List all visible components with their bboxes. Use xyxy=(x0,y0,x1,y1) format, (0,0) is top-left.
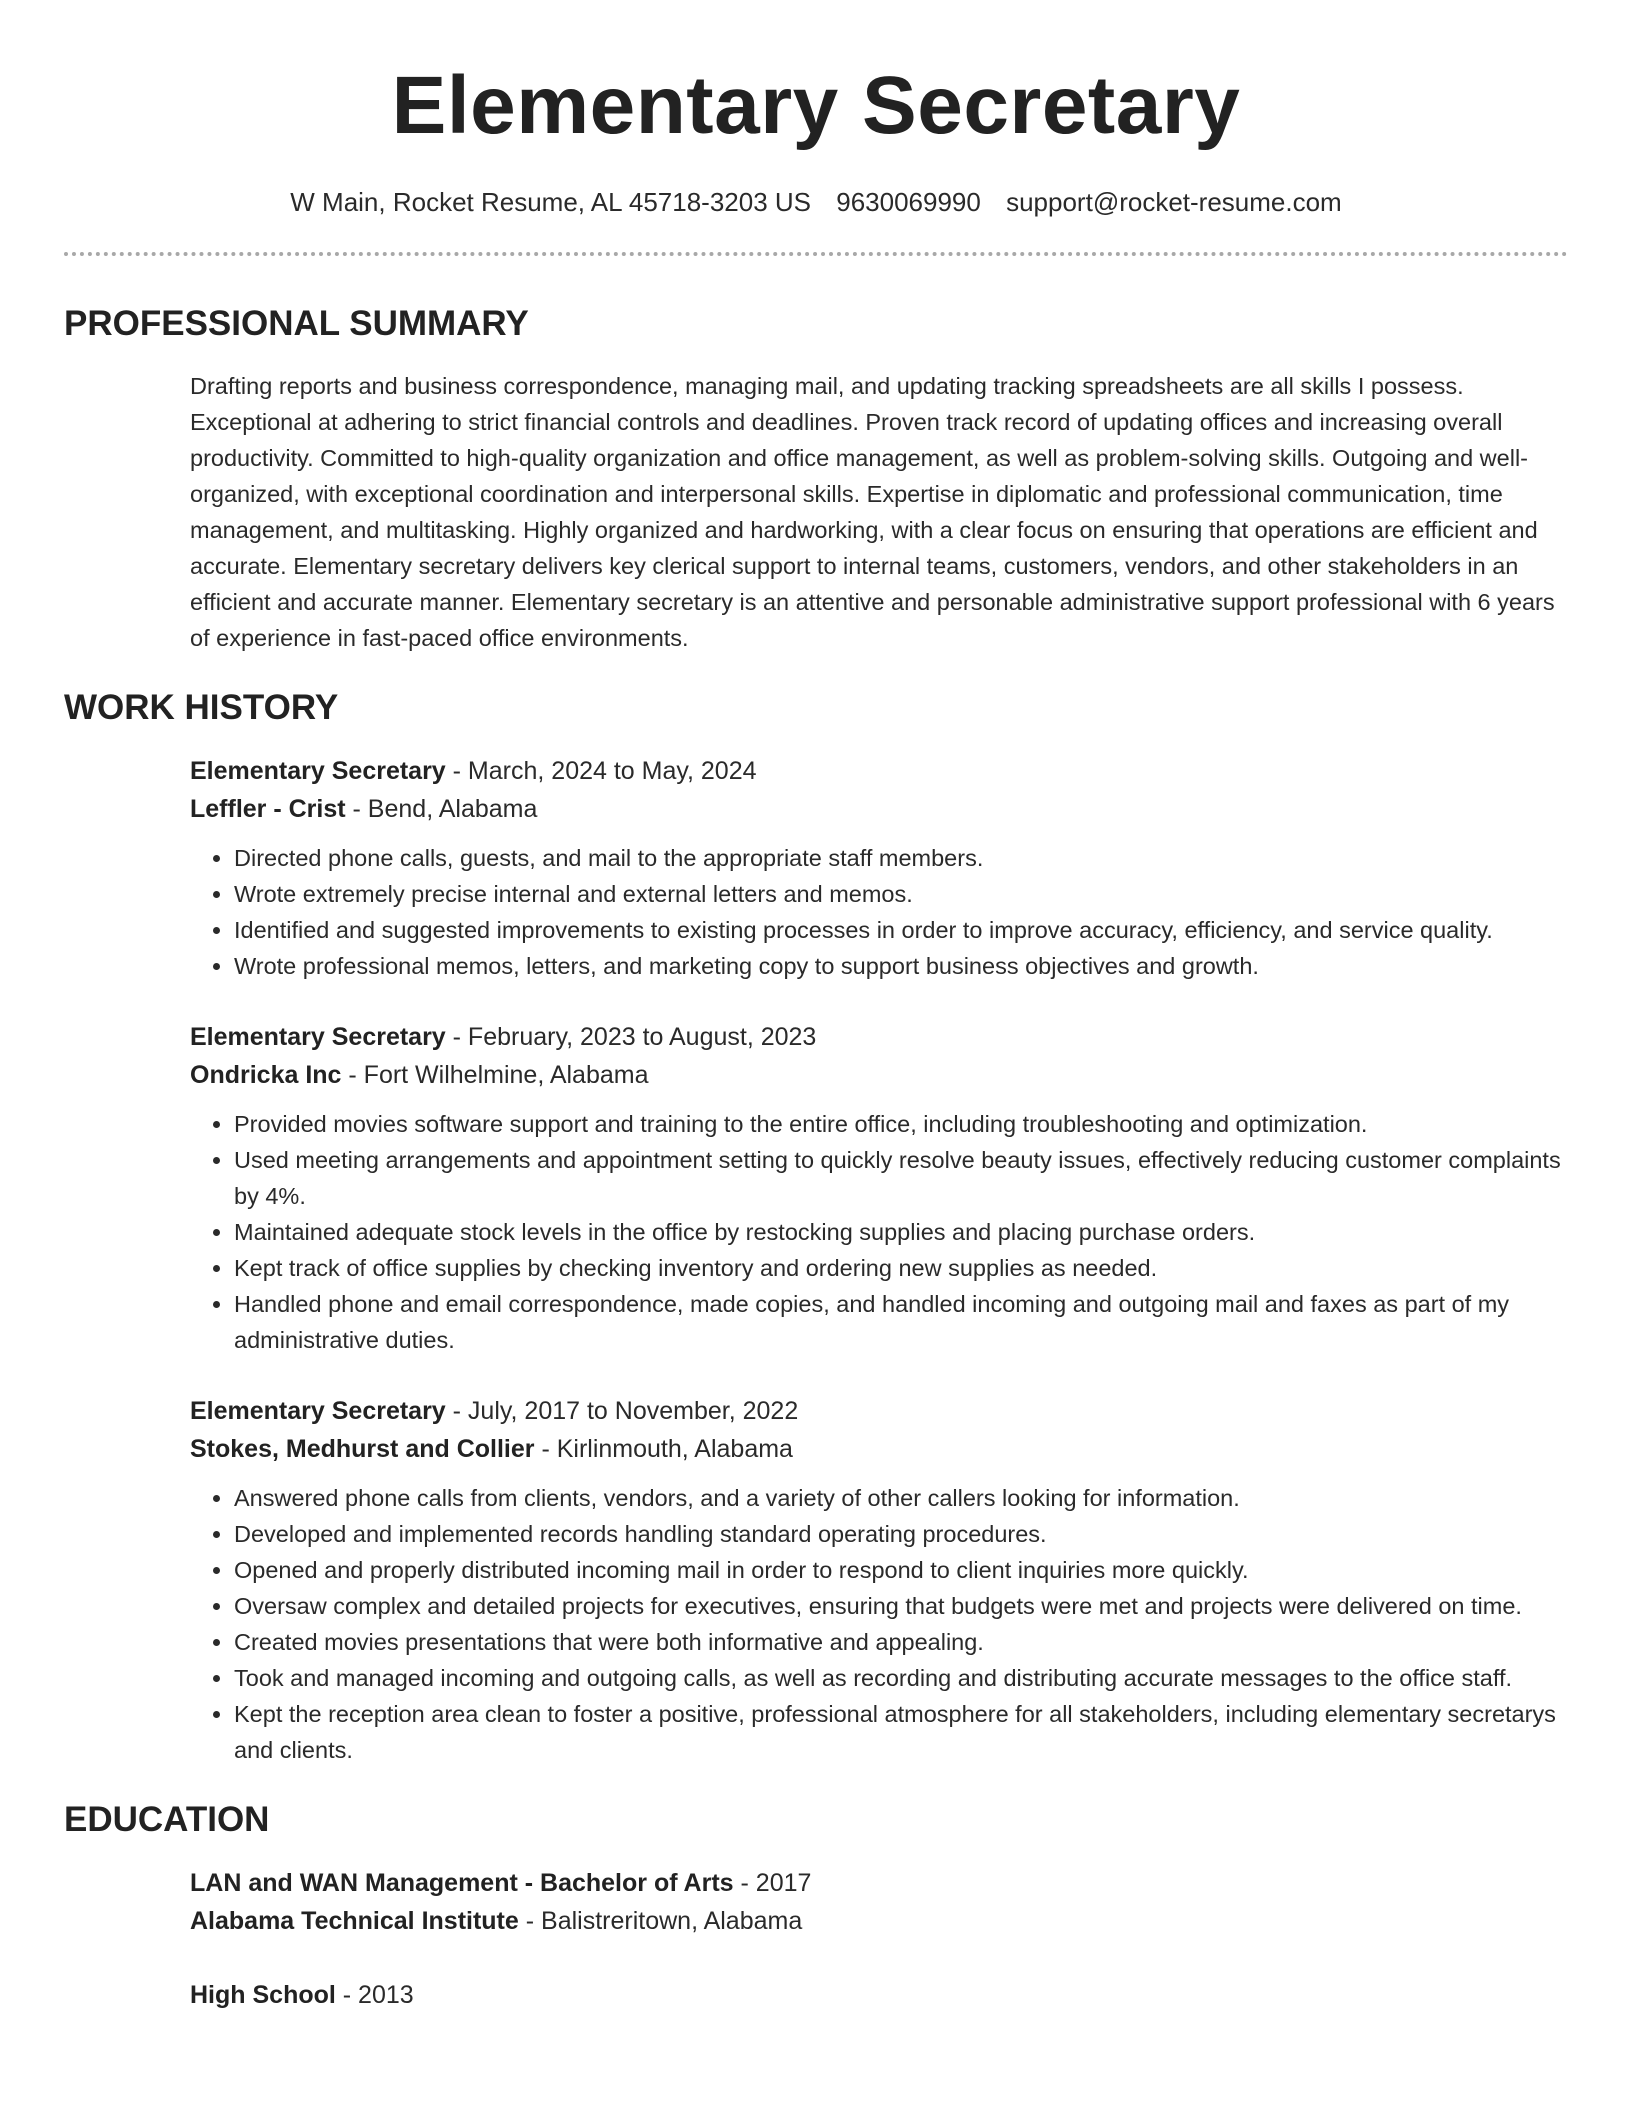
contact-address: W Main, Rocket Resume, AL 45718-3203 US xyxy=(290,187,812,217)
resume-name: Elementary Secretary xyxy=(391,60,1241,151)
job-entry xyxy=(190,1392,1568,1768)
job-bullet: • Wrote professional memos, letters, and marketing copy to support business objectives and growth. xyxy=(234,948,1568,984)
job-bullets xyxy=(190,840,1568,984)
job-company: Leffler - Crist xyxy=(190,795,346,823)
education-degree: High School xyxy=(190,1981,336,2009)
section-title-work-history: WORK HISTORY xyxy=(64,688,339,727)
job-company-line xyxy=(190,790,1568,828)
job-bullet: • Created movies presentations that were both informative and appealing. xyxy=(234,1624,1568,1660)
job-location: - Fort Wilhelmine, Alabama xyxy=(341,1061,649,1089)
job-company-line xyxy=(190,1056,1568,1094)
job-bullet: • Provided movies software support and training to the entire office, including troubleshooting and optimization. xyxy=(234,1106,1568,1142)
job-bullet: • Kept track of office supplies by checking inventory and ordering new supplies as needed. xyxy=(234,1250,1568,1286)
job-position: Elementary Secretary xyxy=(190,757,446,785)
education-degree-line xyxy=(190,1864,1568,1902)
job-dates: - February, 2023 to August, 2023 xyxy=(445,1023,817,1051)
section-title-summary: PROFESSIONAL SUMMARY xyxy=(64,304,529,343)
job-bullet: • Opened and properly distributed incoming mail in order to respond to client inquiries more quickly. xyxy=(234,1552,1568,1588)
education-entry xyxy=(190,1864,1568,1940)
education-location: - Balistreritown, Alabama xyxy=(518,1907,803,1935)
education-degree: LAN and WAN Management - Bachelor of Arts xyxy=(190,1869,734,1897)
summary-section xyxy=(64,302,1568,656)
job-company: Stokes, Medhurst and Collier xyxy=(190,1435,535,1463)
job-bullets xyxy=(190,1106,1568,1358)
job-bullet: • Directed phone calls, guests, and mail to the appropriate staff members. xyxy=(234,840,1568,876)
education-school: Alabama Technical Institute xyxy=(190,1907,519,1935)
education-year: - 2017 xyxy=(733,1869,812,1897)
job-entry xyxy=(190,1018,1568,1358)
job-bullet: • Handled phone and email correspondence, made copies, and handled incoming and outgoing mail and faxes as part of my administrative duties. xyxy=(234,1286,1568,1358)
education-degree-line xyxy=(190,1976,1568,2014)
contact-email: support@rocket-resume.com xyxy=(1006,187,1342,217)
job-bullet: • Developed and implemented records handling standard operating procedures. xyxy=(234,1516,1568,1552)
job-bullet: • Took and managed incoming and outgoing calls, as well as recording and distributing accurate messages to the office staff. xyxy=(234,1660,1568,1696)
job-title-line xyxy=(190,1018,1568,1056)
job-entry xyxy=(190,752,1568,984)
education-section xyxy=(64,1798,1568,2014)
job-dates: - March, 2024 to May, 2024 xyxy=(445,757,757,785)
job-company-line xyxy=(190,1430,1568,1468)
job-location: - Bend, Alabama xyxy=(345,795,538,823)
job-bullet: • Wrote extremely precise internal and external letters and memos. xyxy=(234,876,1568,912)
work-history-section xyxy=(64,686,1568,1768)
section-title-education: EDUCATION xyxy=(64,1800,270,1839)
summary-text: Drafting reports and business correspondence, managing mail, and updating tracking spreadsheets are all skills I possess. Exceptional at adhering to strict financial controls and deadlines. Proven track record of updating offices and increasing overall productivity. Committed to high-quality organization and office management, as well as problem-solving skills. Outgoing and well-organized, with exceptional coordination and interpersonal skills. Expertise in diplomatic and professional communication, time management, and multitasking. Highly organized and hardworking, with a clear focus on ensuring that operations are efficient and accurate. Elementary secretary delivers key clerical support to internal teams, customers, vendors, and other stakeholders in an efficient and accurate manner. Elementary secretary is an attentive and personable administrative support professional with 6 years of experience in fast-paced office environments. xyxy=(190,373,1555,651)
job-bullet: • Maintained adequate stock levels in the office by restocking supplies and placing purchase orders. xyxy=(234,1214,1568,1250)
job-company: Ondricka Inc xyxy=(190,1061,342,1089)
header-divider xyxy=(64,252,1568,256)
job-dates: - July, 2017 to November, 2022 xyxy=(445,1397,799,1425)
education-year: - 2013 xyxy=(335,1981,414,2009)
job-position: Elementary Secretary xyxy=(190,1023,446,1051)
job-title-line xyxy=(190,752,1568,790)
education-school-line xyxy=(190,1902,1568,1940)
contact-line xyxy=(64,186,1568,218)
job-position: Elementary Secretary xyxy=(190,1397,446,1425)
education-entry xyxy=(190,1976,1568,2014)
job-bullet: • Used meeting arrangements and appointment setting to quickly resolve beauty issues, effectively reducing customer complaints by 4%. xyxy=(234,1142,1568,1214)
job-bullet: • Answered phone calls from clients, vendors, and a variety of other callers looking for information. xyxy=(234,1480,1568,1516)
job-title-line xyxy=(190,1392,1568,1430)
contact-phone: 9630069990 xyxy=(836,187,981,217)
job-bullet: • Oversaw complex and detailed projects for executives, ensuring that budgets were met and projects were delivered on time. xyxy=(234,1588,1568,1624)
job-location: - Kirlinmouth, Alabama xyxy=(534,1435,793,1463)
job-bullets xyxy=(190,1480,1568,1768)
job-bullet: • Identified and suggested improvements to existing processes in order to improve accuracy, efficiency, and service quality. xyxy=(234,912,1568,948)
job-bullet: • Kept the reception area clean to foster a positive, professional atmosphere for all stakeholders, including elementary secretarys and clients. xyxy=(234,1696,1568,1768)
